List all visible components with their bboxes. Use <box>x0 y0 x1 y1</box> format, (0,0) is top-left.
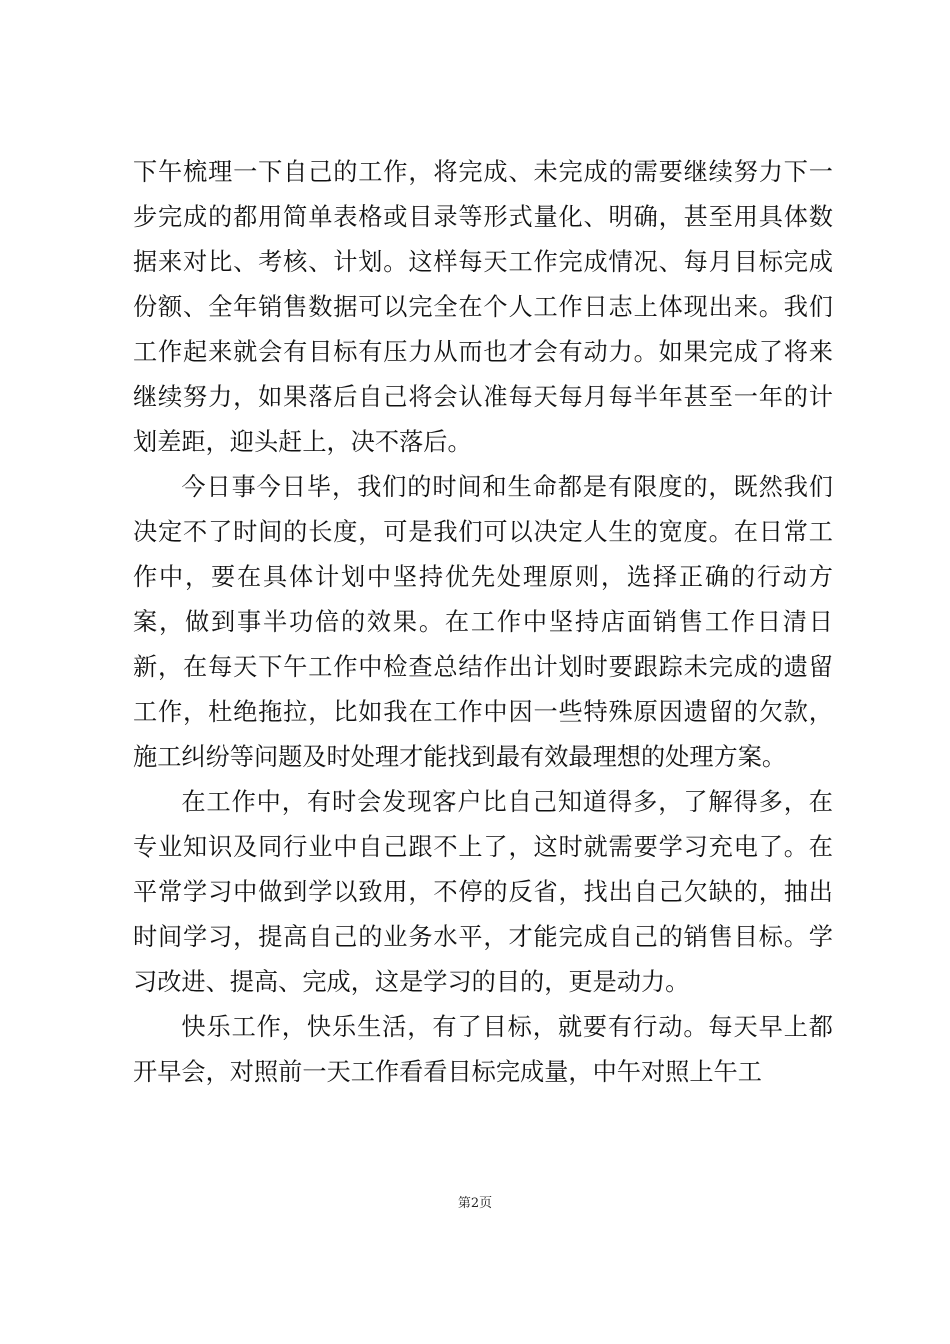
paragraph-1: 下午梳理一下自己的工作，将完成、未完成的需要继续努力下一步完成的都用简单表格或目录等形式量化、明确，甚至用具体数据来对比、考核、计划。这样每天工作完成情况、每月目标完成份额、全年销售数据可以完全在个人工作日志上体现出来。我们工作起来就会有目标有压力从而也才会有动力。如果完成了将来继续努力，如果落后自己将会认准每天每月每半年甚至一年的计划差距，迎头赶上，决不落后。 <box>133 158 833 456</box>
paragraph-4: 快乐工作，快乐生活，有了目标，就要有行动。每天早上都开早会，对照前一天工作看看目标完成量，中午对照上午工 <box>133 1013 833 1086</box>
document-body <box>133 150 833 1095</box>
page-number-footer: 第2页 <box>457 1196 493 1211</box>
paragraph-2: 今日事今日毕，我们的时间和生命都是有限度的，既然我们决定不了时间的长度，可是我们可以决定人生的宽度。在日常工作中，要在具体计划中坚持优先处理原则，选择正确的行动方案，做到事半功倍的效果。在工作中坚持店面销售工作日清日新，在每天下午工作中检查总结作出计划时要跟踪未完成的遗留工作，杜绝拖拉，比如我在工作中因一些特殊原因遗留的欠款，施工纠纷等问题及时处理才能找到最有效最理想的处理方案。 <box>133 473 833 771</box>
paragraph-3: 在工作中，有时会发现客户比自己知道得多，了解得多，在专业知识及同行业中自己跟不上了，这时就需要学习充电了。在平常学习中做到学以致用，不停的反省，找出自己欠缺的，抽出时间学习，提高自己的业务水平，才能完成自己的销售目标。学习改进、提高、完成，这是学习的目的，更是动力。 <box>133 788 833 996</box>
